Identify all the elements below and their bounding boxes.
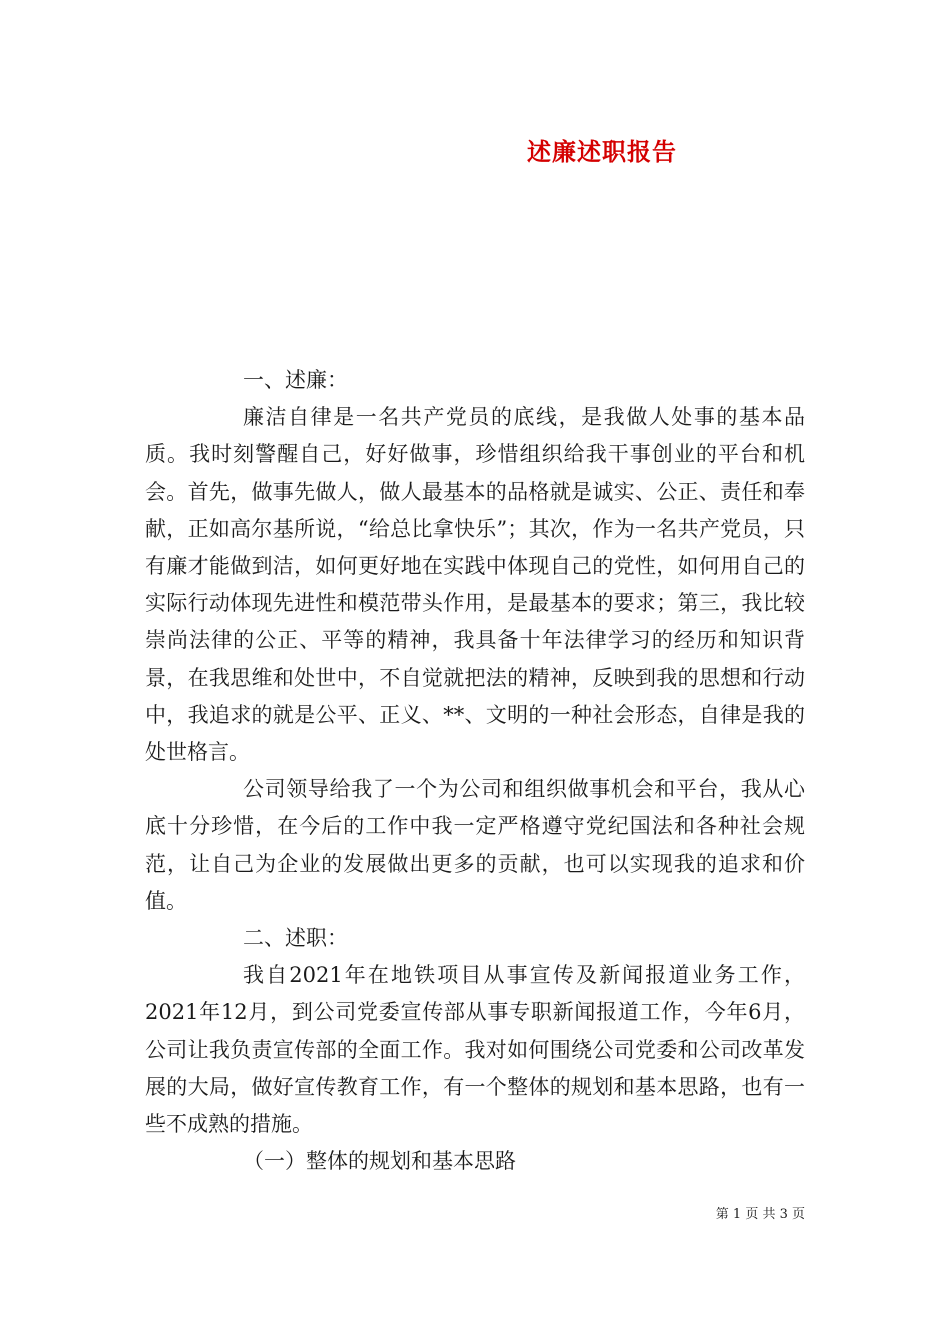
section2-paragraph-1: 我自2021年在地铁项目从事宣传及新闻报道业务工作，2021年12月，到公司党委宣传部从事专职新闻报道工作，今年6月，公司让我负责宣传部的全面工作。我对如何围绕公司党委和公司改革发展的大局，做好宣传教育工作，有一个整体的规划和基本思路，也有一些不成熟的措施。 <box>145 963 805 1137</box>
section2-heading: 二、述职： <box>243 926 348 951</box>
page-number: 第 1 页 共 3 页 <box>715 1207 805 1222</box>
section1-paragraph-1: 廉洁自律是一名共产党员的底线，是我做人处事的基本品质。我时刻警醒自己，好好做事，珍惜组织给我干事创业的平台和机会。首先，做事先做人，做人最基本的品格就是诚实、公正、责任和奉献，正如高尔基所说，“给总比拿快乐”；其次，作为一名共产党员，只有廉才能做到洁，如何更好地在实践中体现自己的党性，如何用自己的实际行动体现先进性和模范带头作用，是最基本的要求；第三，我比较崇尚法律的公正、平等的精神，我具备十年法律学习的经历和知识背景，在我思维和处世中，不自觉就把法的精神，反映到我的思想和行动中，我追求的就是公平、正义、**、文明的一种社会形态，自律是我的处世格言。 <box>145 405 805 765</box>
section1-heading: 一、述廉： <box>243 368 348 392</box>
section1-paragraph-2: 公司领导给我了一个为公司和组织做事机会和平台，我从心底十分珍惜，在今后的工作中我一定严格遵守党纪国法和各种社会规范，让自己为企业的发展做出更多的贡献，也可以实现我的追求和价值。 <box>145 777 805 913</box>
subsection1-heading: （一）整体的规划和基本思路 <box>243 1149 516 1174</box>
document-title: 述廉述职报告 <box>527 137 677 166</box>
document-body <box>145 362 805 1180</box>
